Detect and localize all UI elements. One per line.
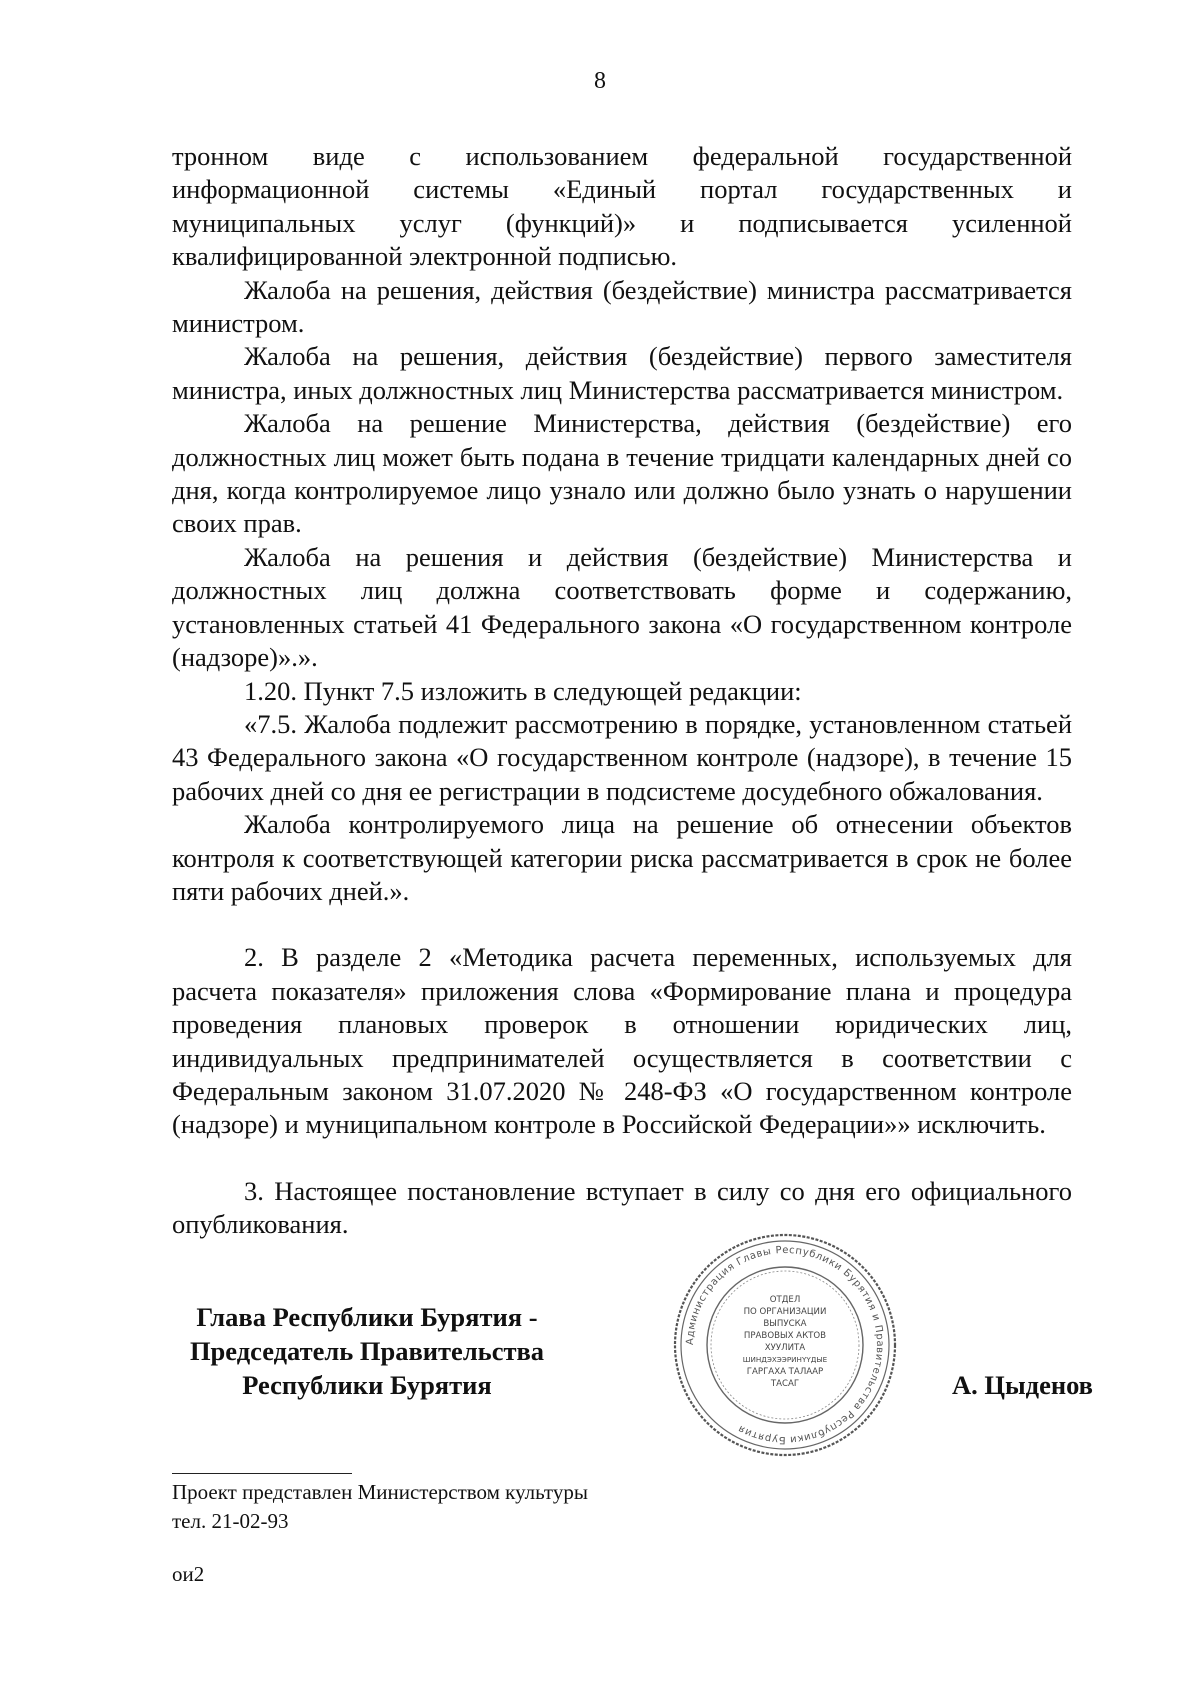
paragraph: Жалоба на решение Министерства, действия (бездействие) его должностных лиц может быть подана в течение тридцати календарных дней со дня, когда контролируемое лицо узнало или должно было узнать о нарушении своих прав. <box>172 408 1072 539</box>
paragraph: «7.5. Жалоба подлежит рассмотрению в порядке, установленном статьей 43 Федерального закона «О государственном контроле (надзоре), в течение 15 рабочих дней со дня ее регистрации в подсистеме досудебного обжалования. <box>172 708 1072 806</box>
seal-center-line: ШИНДЭХЭЭРИНҮҮДЫЕ <box>742 1355 828 1364</box>
seal-center-line: ПО ОРГАНИЗАЦИИ <box>743 1307 827 1317</box>
seal-center-line: ОТДЕЛ <box>769 1295 801 1305</box>
signature-title-line: Председатель Правительства <box>189 1336 545 1366</box>
paragraph: Жалоба на решения и действия (бездействие) Министерства и должностных лиц должна соответствовать форме и содержанию, установленных статьей 41 Федерального закона «О государственном контроле (надзоре)».». <box>172 541 1072 673</box>
paragraph: Жалоба контролируемого лица на решение об отнесении объектов контроля к соответствующей категории риска рассматривается в срок не более пяти рабочих дней.». <box>172 809 1072 906</box>
paragraph: Жалоба на решения, действия (бездействие) министра рассматривается министром. <box>172 274 1072 339</box>
footnote-line: тел. 21-02-93 <box>172 1509 289 1533</box>
seal-ring-text: Администрация Главы Республики Бурятия и Правительства Республики Бурятия <box>684 1244 886 1446</box>
paragraph: 2. В разделе 2 «Методика расчета переменных, используемых для расчета показателя» приложения слова «Формирование плана и процедура проведения плановых проверок в отношении юридических лиц, индивидуальных предпринимателей осуществляется в соответствии с Федеральным законом 31.07.2020 № 248-ФЗ «О государственном контроле (надзоре) и муниципальном контроле в Российской Федерации»» исключить. <box>172 942 1072 1140</box>
footnote-line: Проект представлен Министерством культуры <box>172 1480 588 1504</box>
seal-center-line: ХУУЛИТА <box>764 1343 806 1353</box>
paragraph: 3. Настоящее постановление вступает в силу со дня его официального опубликования. <box>172 1175 1072 1240</box>
signature-title <box>172 1300 562 1402</box>
page-number: 8 <box>594 68 606 94</box>
document-body <box>172 140 1072 1242</box>
seal-center-line: ВЫПУСКА <box>763 1319 807 1329</box>
seal-center-line: ПРАВОВЫХ АКТОВ <box>743 1331 827 1341</box>
seal-center-line: ГАРГАХА ТАЛААР <box>746 1367 824 1377</box>
paragraph: Жалоба на решения, действия (бездействие) первого заместителя министра, иных должностных лиц Министерства рассматривается министром. <box>172 341 1072 405</box>
signature-title-line: Республики Бурятия <box>242 1370 492 1400</box>
footnote-divider <box>172 1473 352 1474</box>
official-seal <box>670 1230 900 1460</box>
paragraph: 1.20. Пункт 7.5 изложить в следующей редакции: <box>244 675 802 706</box>
footnote <box>172 1478 588 1536</box>
document-code: ои2 <box>172 1562 205 1586</box>
seal-center-line: ТАСАГ <box>770 1379 800 1389</box>
signer-name: А. Цыденов <box>951 1370 1093 1400</box>
paragraph: тронном виде с использованием федеральной государственной информационной системы «Единый портал государственных и муниципальных услуг (функций)» и подписывается усиленной квалифицированной электронной подписью. <box>172 141 1072 272</box>
signature-title-line: Глава Республики Бурятия - <box>196 1302 538 1332</box>
